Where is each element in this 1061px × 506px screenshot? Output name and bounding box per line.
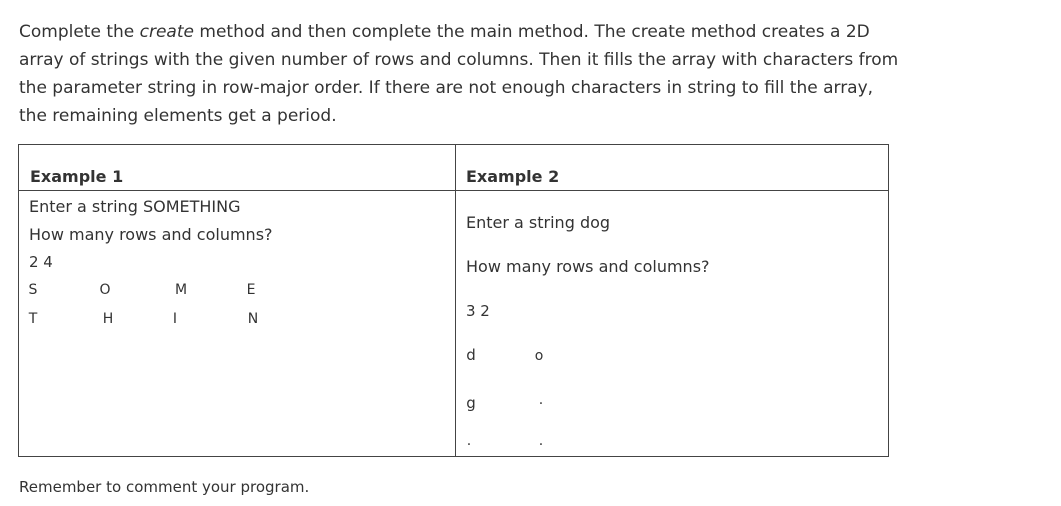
footer-reminder: Remember to comment your program.: [19, 478, 310, 496]
example1-heading: Example 1: [30, 167, 124, 186]
intro-text-rest: method and then complete the main method. The create method creates a 2D array of strings with the given number of rows and columns. Then it fills the array with characters from the parameter string in row-major order. If there are not enough characters in string to fill the array, the remaining elements get a period.: [19, 22, 899, 126]
example2-grid-cell: .: [466, 433, 472, 449]
example1-dims-input: 2 4: [29, 253, 53, 271]
column-divider: [455, 145, 456, 456]
example1-grid-cell: E: [246, 282, 256, 298]
example1-grid-cell: O: [99, 282, 111, 298]
example2-grid-cell: .: [538, 433, 544, 449]
intro-text-start: Complete the: [19, 22, 140, 42]
instructions-paragraph: [19, 18, 899, 130]
example2-heading: Example 2: [466, 167, 560, 186]
example2-grid-cell: .: [538, 392, 544, 408]
example1-grid-cell: S: [28, 282, 38, 298]
example1-grid-cell: M: [174, 282, 188, 298]
header-divider: [19, 190, 888, 191]
example2-prompt-string: Enter a string dog: [466, 213, 611, 232]
example2-grid-cell: g: [466, 394, 476, 412]
examples-table: [18, 144, 889, 457]
example1-grid-cell: N: [247, 311, 259, 327]
example2-grid-cell: d: [466, 346, 476, 364]
example1-grid-cell: T: [28, 311, 38, 327]
example1-grid-cell: I: [172, 311, 178, 327]
example2-dims-input: 3 2: [466, 302, 490, 320]
example2-prompt-dims: How many rows and columns?: [466, 257, 710, 276]
example1-prompt-dims: How many rows and columns?: [29, 225, 273, 244]
example1-grid-cell: H: [102, 311, 114, 327]
example2-grid-cell: o: [534, 348, 544, 364]
example1-prompt-string: Enter a string SOMETHING: [29, 197, 241, 216]
intro-emphasis: create: [139, 22, 194, 42]
